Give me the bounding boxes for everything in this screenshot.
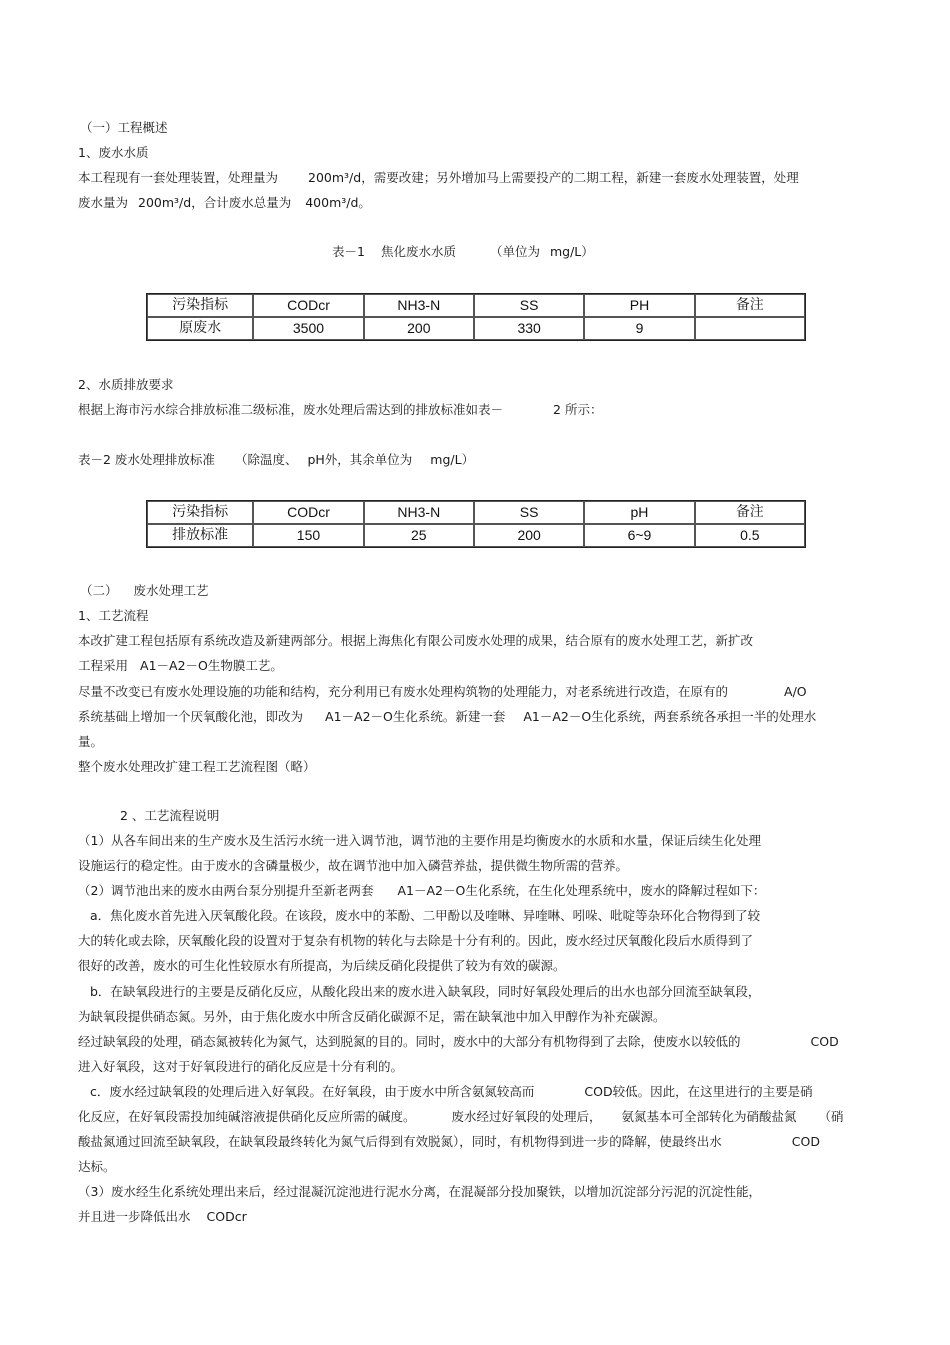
paragraph-line: 进入好氧段，这对于好氧段进行的硝化反应是十分有利的。 (78, 1059, 404, 1074)
table-cell: 污染指标 (147, 294, 253, 317)
text: 废水处理工艺 (133, 583, 209, 598)
section2-sub2: 2 、工艺流程说明 (120, 808, 220, 823)
text: pH外，其余单位为 (307, 452, 413, 467)
table-cell: CODcr (253, 501, 363, 524)
text: CODcr (206, 1209, 247, 1224)
paragraph-line (78, 658, 283, 674)
text: A1－A2－O生物膜工艺。 (140, 658, 283, 673)
table-cell: 备注 (695, 501, 805, 524)
table-cell: 200 (364, 317, 474, 340)
table-cell: PH (584, 294, 694, 317)
text: mg/L） (430, 452, 475, 467)
text: 2 所示： (553, 402, 603, 417)
text: COD较低。因此，在这里进行的主要是硝 (584, 1084, 813, 1099)
table-cell: 9 (584, 317, 694, 340)
table-cell: 330 (474, 317, 584, 340)
table-cell: 25 (364, 524, 474, 547)
text: 焦化废水水质 (380, 244, 456, 259)
table-cell: 6~9 (584, 524, 694, 547)
text: c．废水经过缺氧段的处理后进入好氧段。在好氧段，由于废水中所含氨氮较高而 (90, 1084, 535, 1099)
section1-sub2: 2、水质排放要求 (78, 377, 174, 392)
table1 (146, 293, 806, 341)
paragraph-line (78, 684, 807, 700)
text: COD (791, 1134, 820, 1149)
text: A1－A2－O生化系统，两套系统各承担一半的处理水 (523, 709, 817, 724)
paragraph-line: 达标。 (78, 1159, 116, 1174)
table-cell: NH3-N (364, 501, 474, 524)
text: 根据上海市污水综合排放标准二级标准，废水处理后需达到的排放标准如表－ (78, 402, 504, 417)
paragraph-line (78, 709, 816, 725)
table-cell: SS (474, 294, 584, 317)
paragraph-line: 为缺氧段提供硝态氮。另外，由于焦化废水中所含反硝化碳源不足，需在缺氧池中加入甲醇作为补充碳源。 (78, 1009, 666, 1024)
text: 本工程现有一套处理装置，处理量为 (78, 170, 279, 185)
text: （硝 (818, 1109, 844, 1124)
paragraph-line (78, 1209, 247, 1225)
table-cell: 0.5 (695, 524, 805, 547)
table-header-row (147, 501, 805, 524)
paragraph-line: b．在缺氧段进行的主要是反硝化反应，从酸化段出来的废水进入缺氧段，同时好氧段处理后的出水也部分回流至缺氧段， (90, 984, 761, 999)
text: （单位为 (489, 244, 540, 259)
paragraph-line (78, 883, 765, 899)
table-row (147, 524, 805, 547)
text: 表－1 (332, 244, 365, 259)
section2-sub1: 1、工艺流程 (78, 608, 149, 623)
text: 废水量为 (78, 195, 129, 210)
text: 系统基础上增加一个厌氧酸化池，即改为 (78, 709, 304, 724)
text: A1－A2－O生化系统。新建一套 (325, 709, 506, 724)
table-cell: 备注 (695, 294, 805, 317)
table2 (146, 500, 806, 548)
table-header-row (147, 294, 805, 317)
table-cell: SS (474, 501, 584, 524)
section1-paragraph-line1 (78, 170, 799, 186)
text: （除温度、 (234, 452, 298, 467)
paragraph-line: （3）废水经生化系统处理出来后，经过混凝沉淀池进行泥水分离，在混凝部分投加聚铁，以增加沉淀部分污泥的沉淀性能， (78, 1184, 761, 1199)
text: 400m³/d。 (305, 195, 371, 210)
table2-caption (78, 452, 474, 468)
paragraph-line: 本改扩建工程包括原有系统改造及新建两部分。根据上海焦化有限公司废水处理的成果，结合原有的废水处理工艺，新扩改 (78, 633, 754, 648)
paragraph-line: 很好的改善，废水的可生化性较原水有所提高，为后续反硝化段提供了较为有效的碳源。 (78, 958, 566, 973)
section2-heading (80, 583, 209, 599)
text: 表－2 废水处理排放标准 (78, 452, 215, 467)
paragraph-line: 大的转化或去除，厌氧酸化段的设置对于复杂有机物的转化与去除是十分有利的。因此，废水经过厌氧酸化段后水质得到了 (78, 933, 754, 948)
text: 尽量不改变已有废水处理设施的功能和结构，充分利用已有废水处理构筑物的处理能力，对老系统进行改造，在原有的 (78, 684, 729, 699)
section1-heading: （一）工程概述 (80, 120, 168, 135)
paragraph-line (78, 1034, 839, 1050)
table-cell: 150 (253, 524, 363, 547)
paragraph-line (90, 1084, 813, 1100)
text: 废水经过好氧段的处理后， (451, 1109, 602, 1124)
text: A/O (784, 684, 807, 699)
table1-caption (332, 244, 594, 260)
table-cell: 原废水 (147, 317, 253, 340)
text: 酸盐氮通过回流至缺氧段，在缺氧段最终转化为氮气后得到有效脱氮），同时，有机物得到进一步的降解，使最终出水 (78, 1134, 722, 1149)
text: 并且进一步降低出水 (78, 1209, 191, 1224)
section1-paragraph-line3 (78, 402, 602, 418)
paragraph-line: （1）从各车间出来的生产废水及生活污水统一进入调节池，调节池的主要作用是均衡废水的水质和水量，保证后续生化处理 (78, 833, 761, 848)
section1-paragraph-line2 (78, 195, 371, 211)
table-cell: pH (584, 501, 694, 524)
text: （二） (80, 583, 118, 598)
table-cell: 200 (474, 524, 584, 547)
text: 氨氮基本可全部转化为硝酸盐氮 (621, 1109, 797, 1124)
text: 200m³/d，合计废水总量为 (138, 195, 292, 210)
section1-sub1: 1、废水水质 (78, 145, 149, 160)
table-cell: CODcr (253, 294, 363, 317)
table-cell: 3500 (253, 317, 363, 340)
paragraph-line: a．焦化废水首先进入厌氧酸化段。在该段，废水中的苯酚、二甲酚以及喹啉、异喹啉、吲哚、吡啶等杂环化合物得到了较 (90, 908, 761, 923)
text: COD (810, 1034, 839, 1049)
paragraph-line: 整个废水处理改扩建工程工艺流程图（略） (78, 759, 316, 774)
paragraph-line: 设施运行的稳定性。由于废水的含磷量极少，故在调节池中加入磷营养盐，提供微生物所需的营养。 (78, 858, 629, 873)
text: 经过缺氧段的处理，硝态氮被转化为氮气，达到脱氮的目的。同时，废水中的大部分有机物得到了去除，使废水以较低的 (78, 1034, 741, 1049)
paragraph-line: 量。 (78, 734, 104, 749)
table-cell: 排放标准 (147, 524, 253, 547)
text: 化反应，在好氧段需投加纯碱溶液提供硝化反应所需的碱度。 (78, 1109, 416, 1124)
paragraph-line (78, 1109, 844, 1125)
table-cell (695, 317, 805, 340)
text: mg/L） (549, 244, 594, 259)
text: 工程采用 (78, 658, 129, 673)
table-cell: NH3-N (364, 294, 474, 317)
table-row (147, 317, 805, 340)
text: （2）调节池出来的废水由两台泵分别提升至新老两套 (78, 883, 374, 898)
table-cell: 污染指标 (147, 501, 253, 524)
text: 200m³/d，需要改建；另外增加马上需要投产的二期工程，新建一套废水处理装置，处理 (308, 170, 799, 185)
text: A1－A2－O生化系统，在生化处理系统中，废水的降解过程如下： (397, 883, 766, 898)
paragraph-line (78, 1134, 820, 1150)
